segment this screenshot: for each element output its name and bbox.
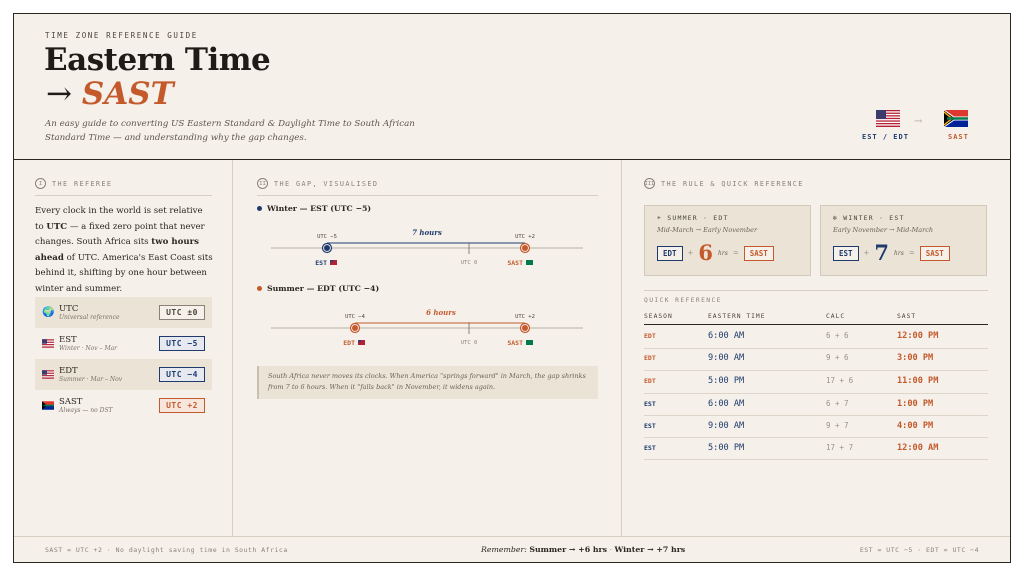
za-flag-icon — [42, 401, 54, 410]
bullet-icon — [257, 286, 262, 291]
winter-gap-title — [257, 204, 371, 213]
flag-arrow-icon: → — [914, 116, 923, 127]
sast-marker-dot — [522, 245, 528, 251]
formula-plus: + — [863, 249, 870, 257]
zone-desc: Summer · Mar – Nov — [59, 375, 123, 383]
edt-marker-dot — [352, 325, 358, 331]
table-cell-season: EDT — [644, 332, 656, 340]
footer-separator: · — [609, 545, 612, 554]
zone-info — [59, 335, 117, 353]
flag-pair — [862, 110, 982, 150]
table-cell-season: EST — [644, 422, 656, 430]
zone-name: SAST — [59, 396, 83, 407]
sast-marker-dot — [522, 325, 528, 331]
zone-badge: UTC ±0 — [159, 305, 205, 320]
card-subtitle: Early November → Mid-March — [833, 226, 934, 234]
winter-rule-card — [820, 205, 987, 276]
table-header-sast: SAST — [897, 313, 917, 320]
section-gap-heading — [257, 178, 378, 189]
table-cell-sast: 1:00 PM — [897, 399, 934, 409]
zone-name: EDT — [59, 365, 78, 376]
formula — [657, 240, 774, 265]
formula-plus: + — [687, 249, 694, 257]
summer-gap-title — [257, 284, 379, 293]
table-cell-season: EDT — [644, 354, 656, 362]
section-rule — [35, 195, 212, 196]
table-cell-calc: 6 + 6 — [826, 331, 849, 340]
winter-gap-label: Winter — EST (UTC −5) — [267, 204, 372, 213]
table-row-rule — [644, 459, 988, 460]
zone-info — [59, 397, 113, 415]
table-cell-calc: 17 + 7 — [826, 443, 854, 452]
table-header-calc: CALC — [826, 313, 846, 320]
footer-remember: Remember: — [481, 545, 527, 554]
formula-hours: 6 — [698, 240, 714, 265]
table-cell-sast: 12:00 AM — [897, 443, 939, 453]
zone-badge: UTC +2 — [159, 398, 205, 413]
section-rule — [644, 290, 988, 291]
table-cell-season: EST — [644, 444, 656, 452]
referee-text-3: of UTC. America's East Coast sits behind it, shifting by one hour between winter and summer. — [35, 252, 213, 294]
section-rule — [257, 195, 598, 196]
title-accent: SAST — [81, 76, 174, 112]
us-flag-icon-canton — [330, 260, 333, 263]
zone-info — [59, 304, 120, 322]
us-flag-icon — [42, 370, 54, 379]
formula — [833, 240, 950, 265]
tick-label-right: UTC +2 — [515, 314, 535, 320]
table-header-season: SEASON — [644, 313, 673, 320]
table-header-rule — [644, 324, 988, 325]
footer-right: EST = UTC −5 · EDT = UTC −4 — [859, 546, 979, 554]
section-title: THE RULE & QUICK REFERENCE — [661, 179, 804, 188]
zone-row-utc — [35, 297, 212, 328]
table-cell-season: EDT — [644, 377, 656, 385]
table-cell-sast: 12:00 PM — [897, 331, 939, 341]
referee-paragraph — [35, 204, 213, 298]
section-title: THE GAP, VISUALISED — [274, 179, 379, 188]
formula-to: SAST — [920, 246, 950, 261]
summer-gap-label: Summer — EDT (UTC −4) — [267, 284, 380, 293]
za-flag-icon — [526, 340, 533, 345]
za-flag-icon — [526, 260, 533, 265]
header — [14, 14, 1010, 160]
zone-name: UTC — [59, 303, 79, 314]
table-row-rule — [644, 348, 988, 349]
tick-label-left: UTC −5 — [317, 234, 337, 240]
us-flag-icon — [876, 110, 900, 127]
flag-from-label: EST / EDT — [862, 133, 909, 141]
section-rule-heading — [644, 178, 804, 189]
marker-label-right: SAST — [507, 259, 523, 267]
section-number: III — [644, 178, 655, 189]
kicker: TIME ZONE REFERENCE GUIDE — [45, 31, 198, 40]
table-cell-eastern: 6:00 AM — [708, 399, 745, 409]
table-cell-season: EST — [644, 400, 656, 408]
zone-desc: Always — no DST — [59, 406, 113, 414]
table-cell-eastern: 9:00 AM — [708, 421, 745, 431]
formula-equals: = — [908, 249, 915, 257]
zone-row-edt — [35, 359, 212, 390]
tick-label-zero: UTC 0 — [460, 260, 478, 266]
card-title: ☀ SUMMER · EDT — [657, 214, 729, 222]
section-number: II — [257, 178, 268, 189]
globe-icon: 🌍 — [42, 307, 55, 318]
marker-label-right: SAST — [507, 339, 523, 347]
column-divider — [621, 160, 622, 536]
tick-label-zero: UTC 0 — [460, 340, 478, 346]
referee-text-2: — a fixed zero point that never changes. South Africa sits — [35, 221, 205, 248]
section-title: THE REFEREE — [52, 179, 113, 188]
card-title: ❄ WINTER · EST — [833, 214, 905, 222]
est-marker-dot — [324, 245, 330, 251]
referee-text-bold-1: UTC — [46, 221, 68, 232]
table-header-eastern: EASTERN TIME — [708, 313, 766, 320]
guide-frame — [13, 13, 1011, 563]
table-cell-eastern: 5:00 PM — [708, 376, 745, 386]
winter-gap-diagram — [257, 222, 598, 270]
section-number: I — [35, 178, 46, 189]
table-row-rule — [644, 370, 988, 371]
marker-label-left: EDT — [343, 339, 355, 347]
zone-desc: Universal reference — [59, 313, 120, 321]
table-cell-calc: 9 + 7 — [826, 421, 849, 430]
table-cell-eastern: 5:00 PM — [708, 443, 745, 453]
tick-label-left: UTC −4 — [345, 314, 365, 320]
table-cell-sast: 3:00 PM — [897, 353, 934, 363]
gap-span-label: 7 hours — [412, 228, 442, 237]
zone-row-est — [35, 328, 212, 359]
title-arrow: → — [46, 76, 72, 112]
bullet-icon — [257, 206, 262, 211]
table-cell-eastern: 9:00 AM — [708, 353, 745, 363]
table-cell-sast: 11:00 PM — [897, 376, 939, 386]
table-cell-calc: 6 + 7 — [826, 399, 849, 408]
footer-left: SAST = UTC +2 · No daylight saving time in South Africa — [45, 546, 288, 554]
card-subtitle: Mid-March → Early November — [657, 226, 758, 234]
tick-label-right: UTC +2 — [515, 234, 535, 240]
zone-row-sast — [35, 390, 212, 421]
page-title-line2 — [46, 77, 174, 111]
footer-center — [481, 545, 685, 554]
table-row-rule — [644, 415, 988, 416]
us-flag-icon-canton — [358, 340, 361, 343]
footer-summer: Summer → +6 hrs — [529, 545, 608, 554]
table-row-rule — [644, 437, 988, 438]
summer-gap-diagram — [257, 302, 598, 350]
gap-note: South Africa never moves its clocks. When America "springs forward" in March, the gap shrinks from 7 to 6 hours. When it "falls back" in November, it widens again. — [257, 366, 598, 399]
formula-unit: hrs — [894, 249, 904, 257]
section-referee-heading — [35, 178, 112, 189]
zone-info — [59, 366, 122, 384]
formula-from: EDT — [657, 246, 683, 261]
table-cell-calc: 17 + 6 — [826, 376, 854, 385]
za-flag-icon — [944, 110, 968, 127]
formula-unit: hrs — [718, 249, 728, 257]
column-divider — [232, 160, 233, 536]
footer-winter: Winter → +7 hrs — [614, 545, 686, 554]
footer — [14, 536, 1010, 562]
zone-name: EST — [59, 334, 77, 345]
quick-reference-label: QUICK REFERENCE — [644, 297, 722, 304]
summer-rule-card — [644, 205, 811, 276]
zone-badge: UTC −4 — [159, 367, 205, 382]
table-cell-eastern: 6:00 AM — [708, 331, 745, 341]
gap-span-label: 6 hours — [426, 308, 456, 317]
marker-label-left: EST — [315, 259, 327, 267]
table-cell-sast: 4:00 PM — [897, 421, 934, 431]
zone-badge: UTC −5 — [159, 336, 205, 351]
page-title: Eastern Time — [44, 42, 271, 78]
formula-to: SAST — [744, 246, 774, 261]
formula-hours: 7 — [874, 240, 890, 265]
formula-equals: = — [732, 249, 739, 257]
us-flag-icon — [42, 339, 54, 348]
zone-desc: Winter · Nov – Mar — [59, 344, 118, 352]
flag-to-label: SAST — [948, 133, 969, 141]
table-row-rule — [644, 393, 988, 394]
referee-text-bold-2: two hours ahead — [35, 237, 199, 263]
subtitle: An easy guide to converting US Eastern Standard & Daylight Time to South African Standard Time — and understanding why the gap changes. — [45, 119, 415, 143]
referee-text-1: Every clock in the world is set relative to — [35, 206, 203, 232]
formula-from: EST — [833, 246, 859, 261]
table-cell-calc: 9 + 6 — [826, 353, 849, 362]
